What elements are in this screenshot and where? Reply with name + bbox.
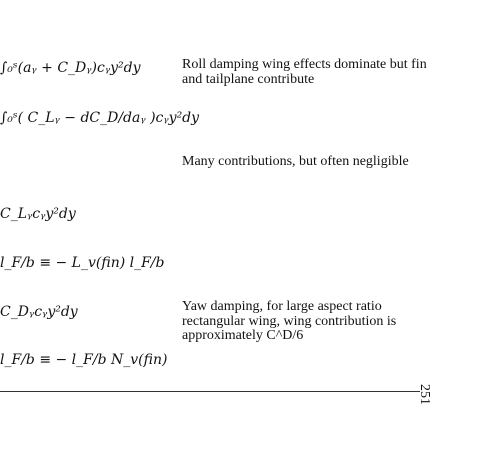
equation-text: C_Dᵧcᵧy²dy [0, 304, 78, 320]
equation-drag-term [0, 304, 78, 320]
equation-lift-term [0, 206, 76, 222]
equation-roll-damping-wing [0, 60, 141, 76]
equation-roll-damping-fin [0, 110, 199, 126]
page-rule [0, 391, 420, 392]
equation-text: l_F/b ≡ − l_F/b N_v(fin) [0, 352, 168, 368]
equation-text: l_F/b ≡ − L_v(fin) l_F/b [0, 255, 165, 271]
note-roll-damping: Roll damping wing effects dominate but fin and tailplane contribute [182, 57, 427, 87]
page-number: 251 [417, 384, 432, 405]
equation-fin-yaw [0, 352, 167, 368]
note-many-contributions: Many contributions, but often negligible [182, 154, 409, 169]
equation-text: ∫₀ˢ( C_Lᵧ − dC_D/daᵧ )cᵧy²dy [0, 110, 200, 126]
equation-text: C_Lᵧcᵧy²dy [0, 206, 76, 222]
equation-text: ∫₀ˢ(aᵧ + C_Dᵧ)cᵧy²dy [0, 60, 141, 76]
equation-fin-lift [0, 255, 165, 271]
note-yaw-damping: Yaw damping, for large aspect ratio rectangular wing, wing contribution is approximately C^D/6 [182, 299, 397, 343]
